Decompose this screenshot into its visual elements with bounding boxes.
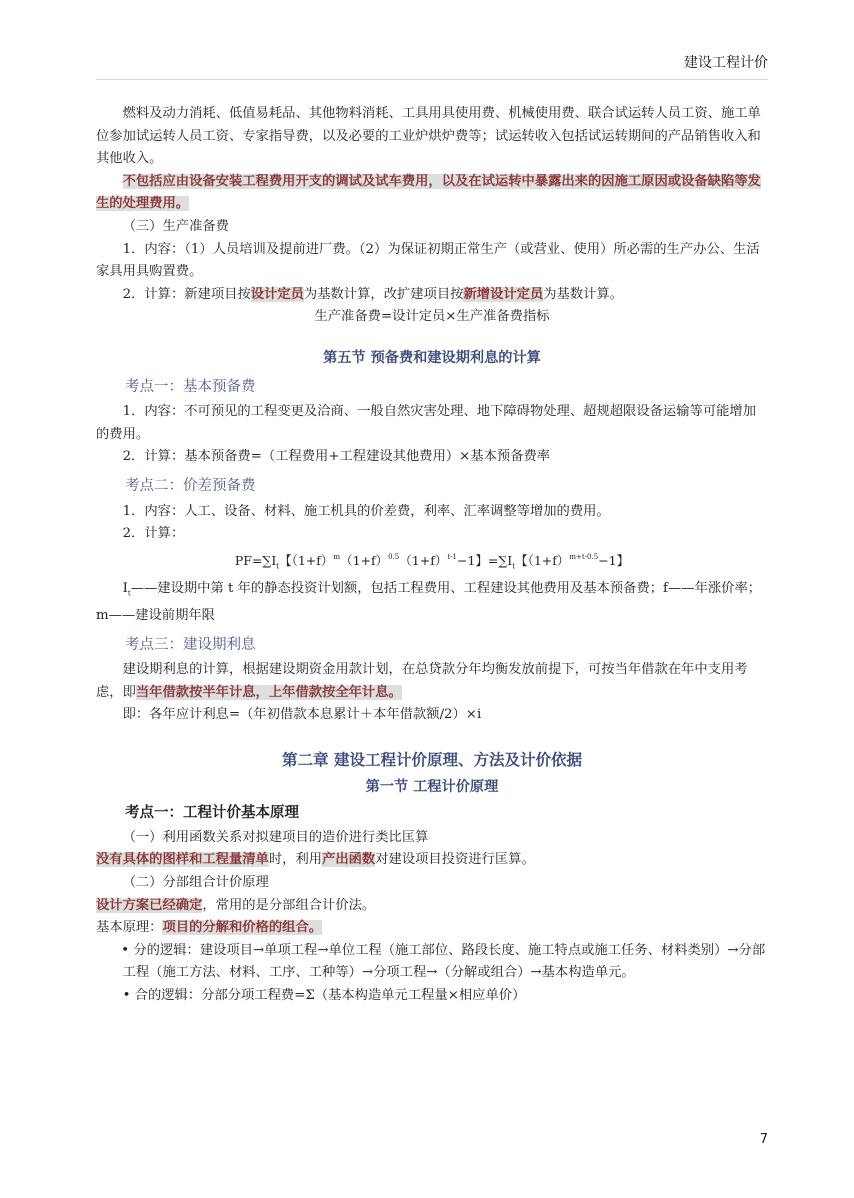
text: 为基数计算，改扩建项目按 (303, 286, 464, 302)
section-title: 第五节 预备费和建设期利息的计算 (323, 349, 541, 366)
highlight-text: 没有具体的图样和工程量清单 (96, 852, 269, 868)
key-point-heading: 考点二：价差预备费 (125, 477, 256, 494)
paragraph: 即：各年应计利息=（年初借款本息累计＋本年借款额/2）×i (122, 707, 482, 723)
subheading: （一）利用函数关系对拟建项目的造价进行类比匡算 (122, 829, 429, 845)
paragraph (96, 849, 768, 872)
highlight-text: 不包括应由设备安装工程费用开支的调试及试车费用，以及在试运转中暴露出来的因施工原因或设备缺陷等发生的处理费用。 (96, 173, 761, 212)
formula-sub: t (512, 562, 516, 571)
price-reserve-formula (96, 546, 768, 578)
subheading: （三）生产准备费 (122, 218, 229, 234)
text: ——建设期中第 t 年的静态投资计划额，包括工程费用、工程建设其他费用及基本预备费；f——年涨价率；m——建设前期年限 (96, 580, 762, 624)
formula-part: 【（1+f） (515, 552, 570, 568)
formula-sup: m+t-0.5 (569, 552, 599, 561)
section-title: 第一节 工程计价原理 (365, 778, 499, 795)
text: I (122, 580, 128, 596)
formula-legend (96, 578, 768, 628)
paragraph: 2．计算： (122, 526, 185, 542)
paragraph: 2．计算：基本预备费=（工程费用+工程建设其他费用）×基本预备费率 (122, 449, 551, 465)
highlight-paragraph (96, 171, 768, 216)
chapter-title: 第二章 建设工程计价原理、方法及计价依据 (282, 751, 582, 769)
paragraph: 1．内容：（1）人员培训及提前进厂费。（2）为保证初期正常生产（或营业、使用）所必需的生产办公、生活家具用具购置费。 (96, 241, 760, 280)
highlight-text: 设计方案已经确定 (96, 897, 203, 913)
text: 基本原理： (96, 920, 163, 936)
formula-sub: t (127, 589, 131, 598)
page-number: 7 (759, 1132, 768, 1147)
formula-part: PF=∑I (234, 552, 277, 568)
paragraph: 1．内容：人工、设备、材料、施工机具的价差费，利率、汇率调整等增加的费用。 (122, 503, 610, 519)
text: 建设期利息的计算，根据建设期资金用款计划，在总贷款分年均衡发放前提下，可按当年借款在年中支用考虑，即 (96, 662, 748, 700)
formula-line: 生产准备费=设计定员×生产准备费指标 (314, 309, 550, 325)
bullet-item: • 合的逻辑：分部分项工程费=Σ（基本构造单元工程量×相应单价） (122, 987, 526, 1003)
text: 2．计算：新建项目按 (122, 286, 251, 302)
formula-sup: 0.5 (388, 552, 400, 561)
highlight-text: 新增设计定员 (463, 286, 544, 302)
formula-sup: m (333, 552, 341, 561)
paragraph (96, 895, 768, 918)
highlight-text: 产出函数 (322, 852, 376, 868)
formula-sup: t-1 (447, 552, 457, 561)
paragraph (96, 659, 768, 704)
highlight-text: 项目的分解和价格的组合。 (162, 920, 323, 936)
formula-part: （1+f） (340, 552, 389, 568)
text: 时，利用 (268, 852, 323, 868)
highlight-text: 当年借款按半年计息，上年借款按全年计息。 (135, 684, 402, 700)
highlight-text: 设计定员 (250, 286, 304, 302)
formula-sub: t (276, 562, 280, 571)
paragraph (96, 917, 768, 940)
formula-part: 【（1+f） (279, 552, 334, 568)
key-point-heading: 考点一：工程计价基本原理 (125, 805, 299, 822)
running-header: 建设工程计价 (684, 55, 768, 71)
key-point-heading: 考点三：建设期利息 (125, 636, 256, 653)
paragraph: 1．内容：不可预见的工程变更及洽商、一般自然灾害处理、地下障碍物处理、超规超限设备运输等可能增加的费用。 (96, 404, 757, 442)
text: ，常用的是分部组合计价法。 (202, 897, 376, 913)
bullet-item: • 分的逻辑：建设项目→单项工程→单位工程（施工部位、路段长度、施工特点或施工任务、材料类别）→分部工程（施工方法、材料、工序、工种等）→分项工程→（分解或组合）→基本构造单元。 (121, 942, 766, 981)
subheading: （二）分部组合计价原理 (122, 874, 269, 890)
key-point-heading: 考点一：基本预备费 (125, 378, 256, 395)
paragraph (96, 284, 768, 307)
formula-part: （1+f） (399, 552, 448, 568)
header-divider (96, 79, 768, 80)
text: 对建设项目投资进行匡算。 (375, 852, 535, 868)
paragraph: 燃料及动力消耗、低值易耗品、其他物料消耗、工具用具使用费、机械使用费、联合试运转人员工资、施工单位参加试运转人员工资、专家指导费，以及必要的工业炉烘炉费等；试运转收入包括试运转期间的产品销售收入和其他收入。 (96, 106, 761, 167)
formula-part: −1】 (598, 552, 630, 568)
text: 为基数计算。 (543, 286, 624, 302)
page-body (96, 103, 768, 1008)
formula-part: −1】=∑I (456, 552, 513, 568)
